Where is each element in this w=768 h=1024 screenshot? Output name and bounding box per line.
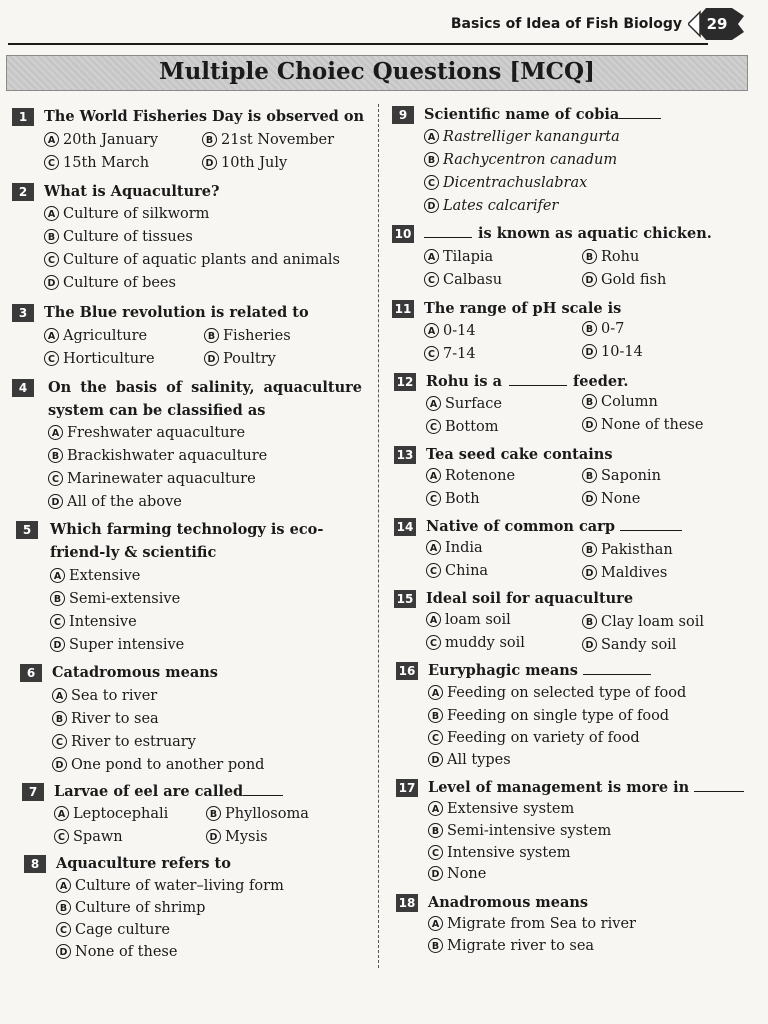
question-number: 17	[396, 779, 418, 797]
option-a[interactable]: A Rastrelliger kanangurta	[424, 126, 620, 149]
option-a[interactable]: A Feeding on selected type of food	[428, 682, 686, 705]
option-c[interactable]: C 15th March	[44, 152, 149, 175]
option-d[interactable]: D Gold fish	[582, 269, 666, 292]
option-c[interactable]: C Intensive system	[428, 842, 571, 865]
option-a[interactable]: A loam soil	[426, 609, 511, 632]
answer-blank	[583, 660, 651, 675]
question-13	[394, 443, 752, 513]
question-1	[12, 105, 372, 175]
question-text: Tea seed cake contains	[426, 446, 613, 463]
option-c[interactable]: C Feeding on variety of food	[428, 727, 640, 750]
question-text: The World Fisheries Day is observed on	[44, 108, 365, 125]
question-text: is known as aquatic chicken.	[424, 222, 712, 245]
question-text: Larvae of eel are called	[54, 780, 283, 803]
option-a[interactable]: A Tilapia	[424, 246, 493, 269]
option-c[interactable]: C Intensive	[50, 611, 137, 634]
option-c[interactable]: C River to estruary	[52, 731, 196, 754]
option-b[interactable]: B Migrate river to sea	[428, 935, 594, 958]
option-b[interactable]: B Rachycentron canadum	[424, 149, 617, 172]
option-a[interactable]: A India	[426, 537, 483, 560]
option-c[interactable]: C Dicentrachuslabrax	[424, 172, 587, 195]
option-c[interactable]: C Calbasu	[424, 269, 502, 292]
option-d[interactable]: D One pond to another pond	[52, 754, 264, 777]
question-number: 1	[12, 108, 34, 126]
option-d[interactable]: D 10-14	[582, 341, 643, 364]
option-d[interactable]: D Maldives	[582, 562, 667, 585]
question-number: 16	[396, 662, 418, 680]
option-b[interactable]: B Clay loam soil	[582, 611, 704, 634]
option-a[interactable]: A Migrate from Sea to river	[428, 913, 636, 936]
question-14	[394, 515, 752, 585]
option-a[interactable]: A Leptocephali	[54, 803, 168, 826]
question-number: 5	[16, 521, 38, 539]
question-number: 3	[12, 304, 34, 322]
option-b[interactable]: B 0-7	[582, 318, 624, 341]
option-b[interactable]: B Culture of tissues	[44, 226, 193, 249]
question-11	[392, 297, 752, 367]
header-rule	[8, 43, 708, 45]
option-a[interactable]: A Rotenone	[426, 465, 515, 488]
option-a[interactable]: A Surface	[426, 393, 502, 416]
question-text: Rohu is a feeder.	[426, 373, 629, 390]
option-c[interactable]: C 7-14	[424, 343, 476, 366]
question-10	[392, 222, 752, 292]
question-number: 12	[394, 373, 416, 391]
question-number: 8	[24, 855, 46, 873]
question-18	[396, 891, 752, 961]
question-12	[394, 370, 752, 440]
question-number: 7	[22, 783, 44, 801]
question-number: 4	[12, 379, 34, 397]
question-15	[394, 587, 752, 657]
question-text: Ideal soil for aquaculture	[426, 590, 634, 607]
answer-blank	[509, 371, 567, 386]
option-b[interactable]: B Semi-extensive	[50, 588, 180, 611]
option-d[interactable]: D None	[582, 488, 640, 511]
option-c[interactable]: C Both	[426, 488, 480, 511]
question-number: 11	[392, 300, 414, 318]
option-b[interactable]: B Saponin	[582, 465, 661, 488]
question-2	[12, 180, 372, 295]
option-c[interactable]: C Spawn	[54, 826, 123, 849]
option-a[interactable]: A Freshwater aquaculture	[48, 422, 245, 445]
option-c[interactable]: C China	[426, 560, 488, 583]
option-c[interactable]: C Cage culture	[56, 919, 170, 942]
question-5	[16, 518, 372, 658]
answer-blank	[620, 516, 682, 531]
question-3	[12, 301, 372, 371]
question-number: 10	[392, 225, 414, 243]
answer-blank	[694, 777, 744, 792]
option-d[interactable]: D Super intensive	[50, 634, 184, 657]
option-a[interactable]: A Culture of silkworm	[44, 203, 209, 226]
option-c[interactable]: C Horticulture	[44, 348, 155, 371]
option-b[interactable]: B Phyllosoma	[206, 803, 309, 826]
question-number: 18	[396, 894, 418, 912]
option-d[interactable]: D None of these	[56, 941, 177, 964]
option-d[interactable]: D None	[428, 863, 486, 886]
question-text: Which farming technology is eco-friend-ly & scientific	[50, 521, 324, 561]
question-number: 15	[394, 590, 416, 608]
question-16	[396, 659, 752, 774]
option-d[interactable]: D All types	[428, 749, 511, 772]
option-d[interactable]: D Sandy soil	[582, 634, 676, 657]
option-a[interactable]: A Sea to river	[52, 685, 157, 708]
question-text: What is Aquaculture?	[44, 183, 220, 200]
page-number: 29	[706, 15, 728, 33]
option-d[interactable]: D All of the above	[48, 491, 182, 514]
question-8	[24, 852, 372, 967]
option-c[interactable]: C Bottom	[426, 416, 499, 439]
answer-blank	[424, 223, 472, 238]
question-number: 13	[394, 446, 416, 464]
option-b[interactable]: B River to sea	[52, 708, 159, 731]
page-number-badge	[688, 6, 746, 42]
option-a[interactable]: A 0-14	[424, 320, 476, 343]
option-a[interactable]: A Agriculture	[44, 325, 147, 348]
question-6	[20, 661, 372, 776]
option-b[interactable]: B 21st November	[202, 129, 334, 152]
option-d[interactable]: D Lates calcarifer	[424, 195, 558, 218]
question-number: 6	[20, 664, 42, 682]
question-text: The Blue revolution is related to	[44, 304, 309, 321]
question-number: 14	[394, 518, 416, 536]
option-b[interactable]: B Rohu	[582, 246, 639, 269]
option-c[interactable]: C muddy soil	[426, 632, 525, 655]
option-d[interactable]: D Poultry	[204, 348, 276, 371]
option-d[interactable]: D Mysis	[206, 826, 268, 849]
question-9	[392, 103, 752, 218]
option-b[interactable]: B Brackishwater aquaculture	[48, 445, 267, 468]
option-d[interactable]: D 10th July	[202, 152, 287, 175]
option-b[interactable]: B Semi-intensive system	[428, 820, 611, 843]
question-text: The range of pH scale is	[424, 300, 622, 317]
option-c[interactable]: C Marinewater aquaculture	[48, 468, 256, 491]
question-text: Anadromous means	[428, 894, 589, 911]
question-text: Catadromous means	[52, 664, 218, 681]
running-head: Basics of Idea of Fish Biology	[450, 16, 682, 32]
question-text: Aquaculture refers to	[56, 855, 231, 872]
question-text: Level of management is more in	[428, 776, 744, 799]
question-number: 2	[12, 183, 34, 201]
question-text: Scientific name of cobia	[424, 103, 661, 126]
option-b[interactable]: B Pakisthan	[582, 539, 673, 562]
option-a[interactable]: A 20th January	[44, 129, 158, 152]
option-b[interactable]: B Culture of shrimp	[56, 897, 205, 920]
answer-blank	[619, 104, 661, 119]
title-bar	[6, 55, 748, 91]
question-number: 9	[392, 106, 414, 124]
question-17	[396, 776, 752, 888]
option-a[interactable]: A Extensive	[50, 565, 140, 588]
column-divider	[378, 104, 379, 968]
option-c[interactable]: C Culture of aquatic plants and animals	[44, 249, 340, 272]
answer-blank	[243, 781, 283, 796]
option-a[interactable]: A Extensive system	[428, 798, 574, 821]
page-title: Multiple Choiec Questions [MCQ]	[159, 58, 595, 85]
option-b[interactable]: B Feeding on single type of food	[428, 705, 669, 728]
option-b[interactable]: B Column	[582, 391, 658, 414]
option-d[interactable]: D None of these	[582, 414, 703, 437]
question-7	[22, 780, 372, 850]
question-text: On the basis of salinity, aquaculture system can be classified as	[48, 379, 362, 419]
question-4	[12, 376, 372, 516]
option-d[interactable]: D Culture of bees	[44, 272, 176, 295]
question-text: Euryphagic means	[428, 659, 651, 682]
option-b[interactable]: B Fisheries	[204, 325, 291, 348]
option-a[interactable]: A Culture of water–living form	[56, 875, 284, 898]
question-text: Native of common carp	[426, 515, 682, 538]
